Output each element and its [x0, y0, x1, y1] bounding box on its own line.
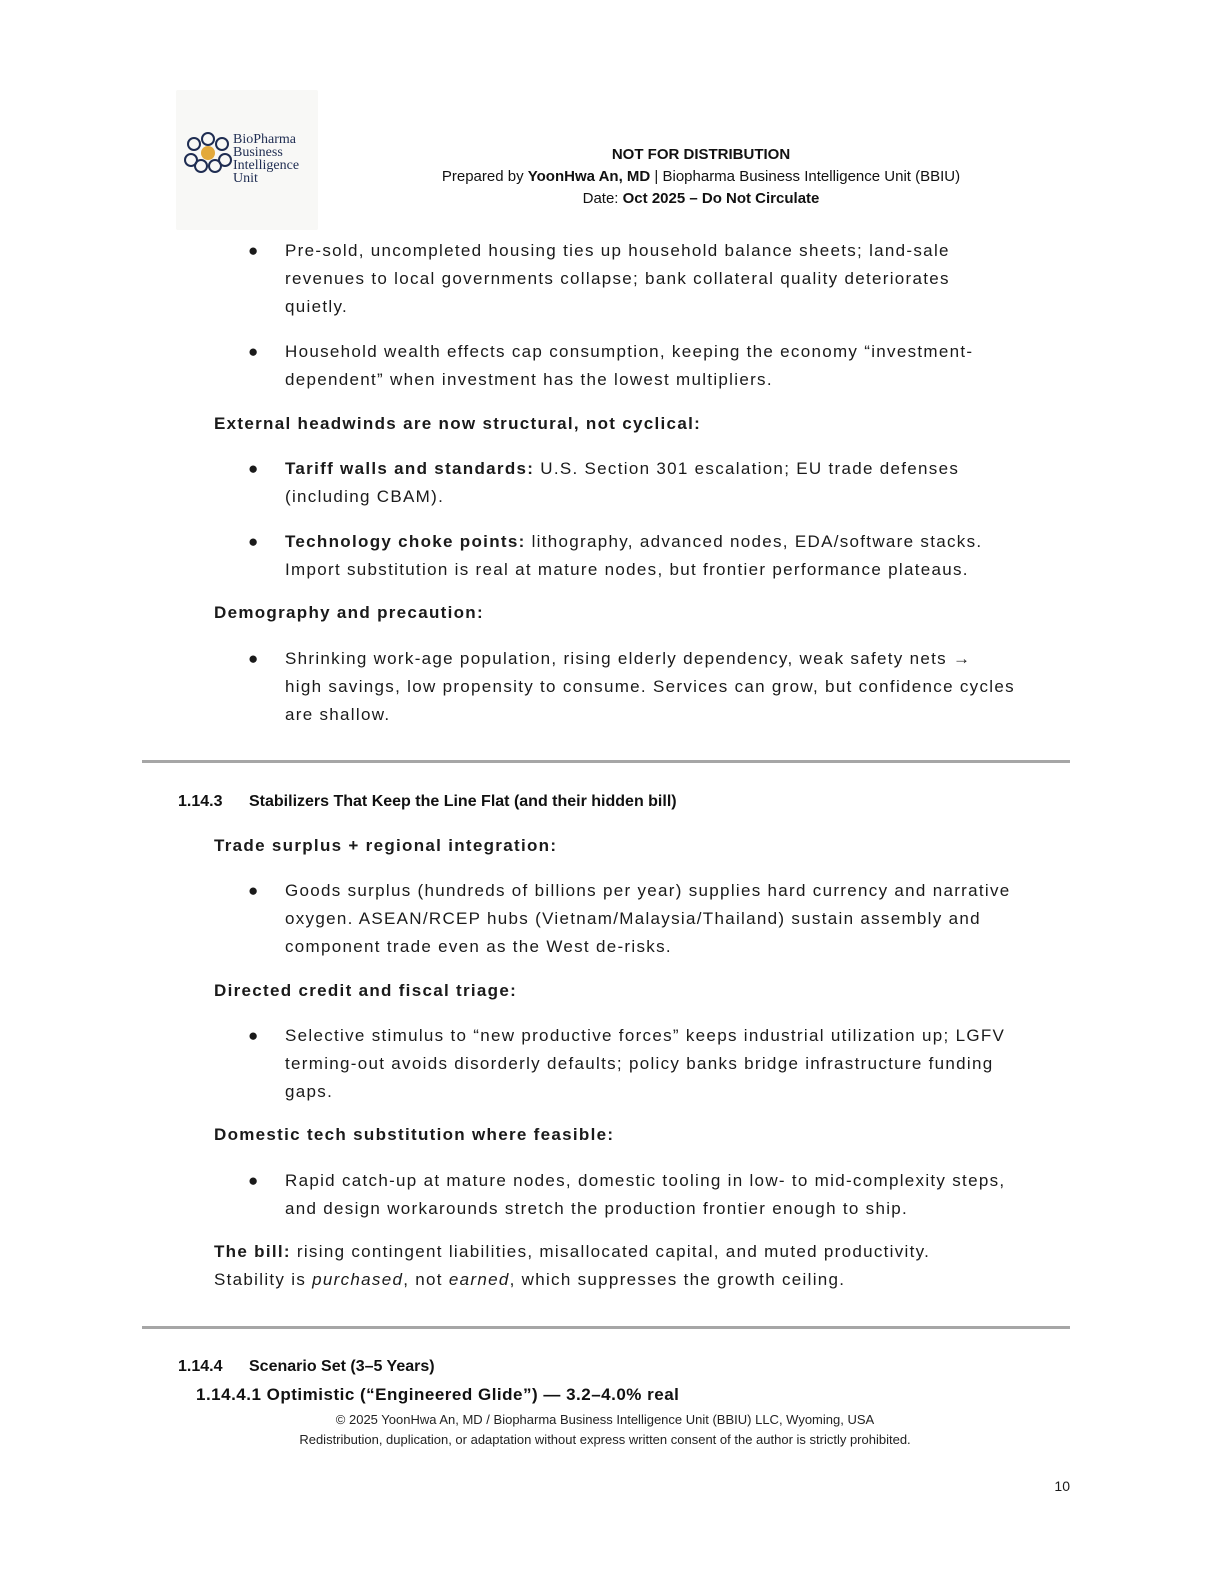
bullet-icon: ● — [248, 1171, 260, 1190]
section-divider — [142, 760, 1070, 763]
bullet-icon: ● — [248, 342, 260, 361]
bullet-icon: ● — [248, 532, 260, 551]
bullet-icon: ● — [248, 1026, 260, 1045]
the-bill-paragraph: The bill: rising contingent liabilities, misallocated capital, and muted productivity. Stability is purchased, not earned, which suppresses the growth ceiling. — [214, 1242, 931, 1289]
document-date: Date: Oct 2025 – Do Not Circulate — [582, 190, 820, 207]
prepared-by: Prepared by YoonHwa An, MD | Biopharma Business Intelligence Unit (BBIU) — [441, 168, 961, 185]
directed-credit-heading: Directed credit and fiscal triage: — [214, 981, 518, 1000]
section-divider — [142, 1326, 1070, 1329]
section-heading-1-14-4: 1.14.4 Scenario Set (3–5 Years) — [178, 1358, 435, 1375]
demography-heading: Demography and precaution: — [214, 603, 484, 622]
bullet-icon: ● — [248, 459, 260, 478]
subsection-heading-1-14-4-1: 1.14.4.1 Optimistic (“Engineered Glide”) — 3.2–4.0% real — [196, 1385, 680, 1404]
document-header — [400, 144, 1002, 210]
section-heading-1-14-3: 1.14.3 Stabilizers That Keep the Line Flat (and their hidden bill) — [178, 793, 677, 810]
molecule-logo-icon — [182, 130, 234, 174]
bullet-icon: ● — [248, 649, 260, 668]
tech-substitution-heading: Domestic tech substitution where feasible: — [214, 1125, 615, 1144]
bullet-icon: ● — [248, 241, 260, 260]
distribution-notice: NOT FOR DISTRIBUTION — [611, 146, 791, 163]
bbiu-logo — [176, 90, 318, 230]
page-number: 10 — [1054, 1478, 1070, 1494]
copyright-footer: © 2025 YoonHwa An, MD / Biopharma Business Intelligence Unit (BBIU) LLC, Wyoming, USA Redistribution, duplication, or adaptation without express written consent of the author is strictly prohibited. — [299, 1412, 911, 1447]
bullet-icon: ● — [248, 881, 260, 900]
trade-surplus-heading: Trade surplus + regional integration: — [214, 836, 558, 855]
external-headwinds-heading: External headwinds are now structural, not cyclical: — [214, 414, 702, 433]
logo-wordmark: BioPharma Business Intelligence Unit — [233, 132, 300, 186]
